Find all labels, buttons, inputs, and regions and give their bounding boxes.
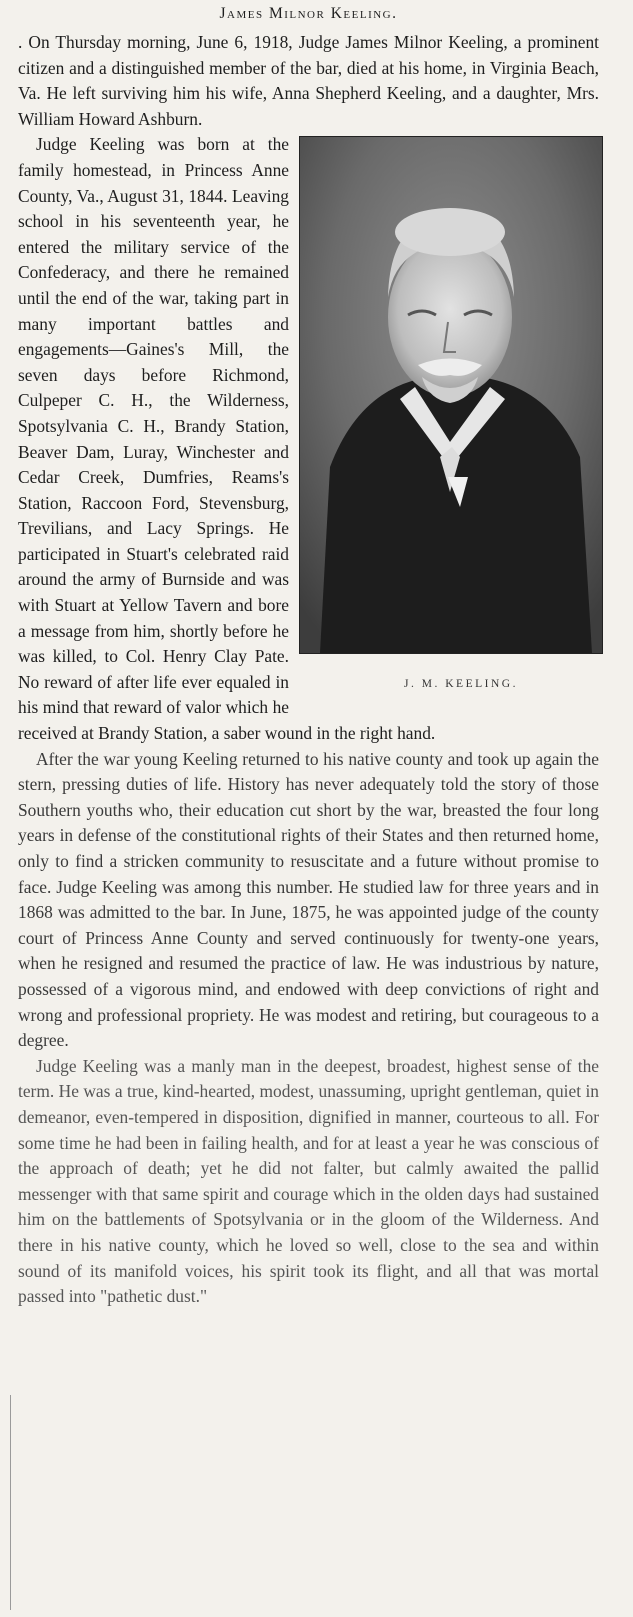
portrait-figure xyxy=(299,136,605,698)
left-margin-rule xyxy=(10,1395,11,1610)
portrait-caption: J. M. KEELING. xyxy=(404,678,518,691)
paragraph-3: After the war young Keeling returned to his native county and took up again the stern, pressing duties of life. History has never adequately told the story of those Southern youths who, their education cut short by the war, breasted the four long years in defense of the constitutional rights of their States and then returned home, only to find a stricken community to resuscitate and a future without promise to face. Judge Keeling was among this number. He studied law for three years and in 1868 was admitted to the bar. In June, 1875, he was appointed judge of the county court of Princess Anne County and served continuously for twenty-one years, when he resigned and resumed the practice of law. He was industrious by nature, possessed of a vigorous mind, and endowed with deep convictions of right and wrong and professional propriety. He was modest and retiring, but courageous to a degree. xyxy=(18,748,599,1051)
running-header: James Milnor Keeling. xyxy=(219,5,398,22)
portrait-photo-icon xyxy=(300,137,602,653)
paragraph-4: Judge Keeling was a manly man in the deepest, broadest, highest sense of the term. He was a true, kind-hearted, modest, unassuming, upright gentleman, quiet in demeanor, even-tempered in disposition, dignified in manner, courteous to all. For some time he had been in failing health, and for at least a year he was conscious of the approach of death; yet he did not falter, but calmly awaited the pallid messenger with that same spirit and courage which in the olden days had sustained him on the battlements of Spotsylvania or in the gloom of the Wilderness. And there in his native county, which he loved so well, close to the sea and within sound of its manifold voices, his spirit took its flight, and all that was mortal passed into "pathetic dust." xyxy=(18,1055,599,1307)
paragraph-1: . On Thursday morning, June 6, 1918, Judge James Milnor Keeling, a prominent citizen and a distinguished member of the bar, died at his home, in Virginia Beach, Va. He left surviving him his wife, Anna Shepherd Keeling, and a daughter, Mrs. William Howard Ashburn. xyxy=(18,32,599,129)
portrait-photo xyxy=(299,136,603,654)
paragraph-2-text: Judge Keeling was born at the family homestead, in Princess Anne County, Va., August 31, 1844. Leaving school in his seventeenth year, he entered the military service of the Confederacy, and there he remained until the end of the war, taking part in many important battles and engagements—Gaines's Mill, the seven days before Richmond, Culpeper C. H., the Wilderness, Spotsylvania C. H., Brandy Station, Beaver Dam, Luray, Winchester and Cedar Creek, Dumfries, Reams's Station, Raccoon Ford, Stevensburg, Trevilians, and Lacy Springs. He participated in Stuart's celebrated raid around the army of Burnside and was with Stuart at Yellow Tavern and bore a message from him, shortly before he was killed, to Col. Henry Clay Pate. No reward of after life ever equaled in his mind that reward of valor which he received at Brandy Station, a saber wound in the right hand. xyxy=(18,134,436,744)
paragraph-2 xyxy=(18,132,599,746)
obituary-article xyxy=(18,30,599,1310)
